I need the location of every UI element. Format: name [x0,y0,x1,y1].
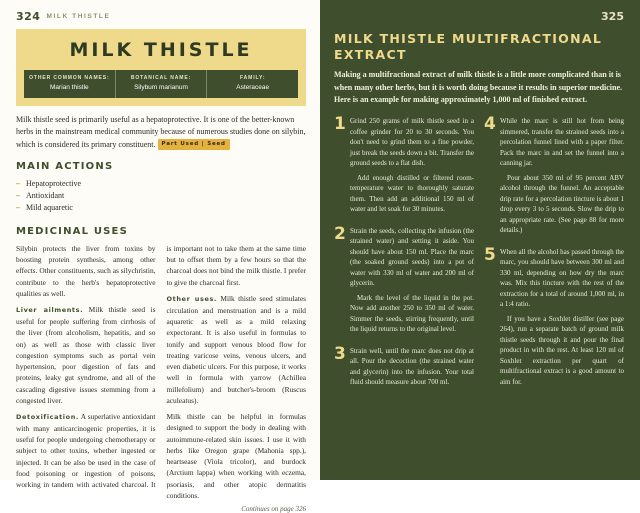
body-paragraph [16,304,156,406]
step-paragraph: Add enough distilled or filtered room-temperature water to thoroughly saturate them. Then add an additional 150 ml of water and let soak for 30 minutes. [350,173,474,214]
step-paragraph: If you have a Soxhlet distiller (see page 264), run a separate batch of ground milk thistle seeds through it and pour the final product in with the rest. At least 120 ml of Soxhlet extraction per quart of multifractional extract is a good amount to aim for. [500,314,624,386]
step-body [350,116,474,219]
step-number: 3 [334,343,346,364]
step-number: 2 [334,223,346,244]
main-actions-heading: MAIN ACTIONS [16,160,114,172]
step-paragraph: While the marc is still hot from being simmered, transfer the strained seeds into a percolation funnel lined with a paper filter. Pack the marc in and set the funnel into a canning jar. [500,117,624,168]
intro-text: Milk thistle seed is primarily useful as a hepatoprotective. It is one of the better-known herbs in the mainstream medical community because of numerous studies done on silybin, which is considered its primary constituent. [16,114,306,149]
body-text: A superlative antioxidant with many anticarcinogenic properties, it is useful for people undergoing chemotherapy or subject to other toxins, whether ingested or injected. It can be also be used in the case of food poisoning or ingestion of poisons, working in tandem with activated charcoal. It is important not to take them at the same time but to offset them by a few hours so that the charcoal does not bind the milk thistle. I prefer to give the charcoal first. [16,243,306,490]
medicinal-uses-heading: MEDICINAL USES [16,225,128,237]
step-number: 4 [484,114,496,135]
step-paragraph: Strain well, until the marc does not drip at all. Pour the decoction (the strained water and glycerin) into the infusion. Your total fluid should measure about 700 ml. [350,346,474,387]
page-number-left: 324 [16,10,41,23]
recipe-steps [334,116,624,399]
fact-other-names-value: Marian thistle [50,84,89,91]
step-body [350,226,474,339]
fact-other-names-label: OTHER COMMON NAMES: [29,75,110,81]
fact-botanical-name [115,70,207,98]
body-columns [16,243,306,501]
fact-family [206,70,298,98]
fact-botanical-name-label: BOTANICAL NAME: [130,75,192,81]
step-paragraph: Grind 250 grams of milk thistle seed in a coffee grinder for 20 to 30 seconds. You don't need to grind them to a fine powder, just break the seeds down a bit. Transfer the ground seeds to a flat dish. [350,117,474,168]
left-page-header [16,10,306,23]
body-text: Milk thistle seed stimulates circulation and menstruation and is a mild aquaretic as well as a mild relaxing expectorant. It is also useful in formulas to tonify and support venous blood flow for treating varicose veins, venous ulcers, and even diabetic ulcers. For this purpose, it works well in formula with yarrow (Achillea millefolium) and butcher's-broom (Ruscus aculeatus). [166,293,306,405]
list-item: – Antioxidant [16,190,306,202]
body-paragraph [16,243,156,299]
part-used-badge: Part Used | Seed [158,139,230,151]
herb-title-card [16,29,306,106]
step-body [500,116,624,240]
running-head-left: MILK THISTLE [46,13,111,20]
fact-family-value: Asteraceae [236,84,270,91]
recipe-intro: Making a multifractional extract of milk thistle is a little more complicated than it is when many other herbs, but it is worth doing because it results in superior medicine. Here is an example for making approximately 1,000 ml of finished extract. [334,70,623,105]
main-actions-list [16,178,306,214]
step-number: 1 [334,114,346,135]
step-body [500,247,624,392]
step-paragraph: Strain the seeds, collecting the infusion (the strained water) and setting it aside. You should have about 150 ml. Place the marc (the soaked ground seeds) into a pot of water with 330 ml of water and 200 ml of glycerin. [350,226,474,288]
fact-botanical-name-value: Silybum marianum [134,84,188,91]
step-number: 5 [484,244,496,265]
step-paragraph: Mark the level of the liquid in the pot. Now add another 250 to 350 ml of water. Simmer the seeds, stirring frequently, until the liquid returns to the original level. [350,293,474,334]
body-text: Milk thistle can be helpful in formulas designed to support the body in dealing with autoimmune-related skin issues. I use it with herbs like Oregon grape (Mahonia spp.), heartsease (Viola tricolor), and burdock (Arctium lappa) when working with eczema, psoriasis, and other atopic dermatitis conditions. [166,412,306,500]
list-item: – Mild aquaretic [16,202,306,214]
step-paragraph: When all the alcohol has passed through the marc, you should have between 300 ml and 330 ml, depending on how dry the marc was. Mix this tincture with the rest of the extraction for a total of around 1,000 ml, in a 1:4 ratio. [500,247,624,309]
run-in-heading: Liver ailments. [16,306,84,315]
recipe-step [334,343,474,392]
fact-other-names [24,70,115,98]
recipe-step [484,244,624,392]
step-body [350,346,474,392]
recipe-step [334,116,474,219]
steps-column-left [334,116,474,399]
recipe-title: MILK THISTLE MULTIFRACTIONAL EXTRACT [334,31,603,62]
continues-note: Continues on page 326 [241,505,306,513]
list-item: – Hepatoprotective [16,178,306,190]
recipe-step [484,116,624,240]
right-page [320,0,640,480]
intro-paragraph [16,114,306,151]
steps-column-right [484,116,624,399]
body-text: Milk thistle seed is useful for people suffering from cirrhosis of the liver (from alcoholism, hepatitis, and so on) as well as those with classic liver congestion symptoms such as portal vein hypertension, poor digestion of fats and proteins, leaky gut syndrome, and all of the cascading digestive issues stemming from a congested liver. [16,305,156,405]
run-in-heading: Other uses. [166,294,217,303]
fact-bar [24,70,298,98]
body-paragraph [167,293,307,406]
run-in-heading: Detoxification. [16,413,79,422]
recipe-step [334,223,474,339]
page-number-right: 325 [601,10,624,23]
fact-family-label: FAMILY: [239,75,266,81]
step-paragraph: Pour about 350 ml of 95 percent ABV alcohol through the funnel. An acceptable drip rate for a percolation tincture is about 1 drop every 3 to 5 seconds. Slow the drip to an appropriate rate. (See page 88 for more details.) [500,173,624,235]
body-text: Silybin protects the liver from toxins by boosting protein synthesis, among other effects. Other constituents, such as silychristin, contribute to the herb's hepatoprotective qualities as well. [16,243,156,298]
page-title: MILK THISTLE [69,39,253,61]
body-paragraph [167,411,307,501]
